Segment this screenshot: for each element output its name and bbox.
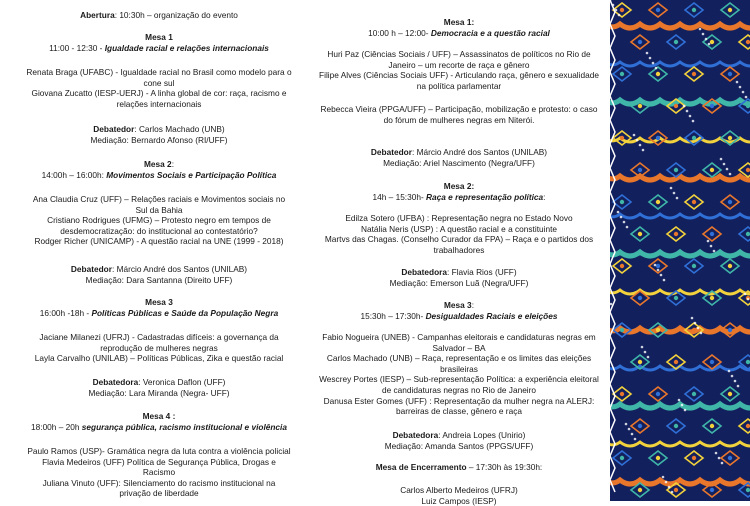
talk-line: Sul da Bahia	[135, 204, 183, 215]
talk-line: relações internacionais	[116, 98, 202, 109]
mesa-2-day1	[14, 159, 304, 180]
encerramento-text: – 17:30h às 19:30h:	[466, 462, 543, 472]
talk-line: Filipe Alves (Ciências Sociais UFF) - Articulando raça, gênero e sexualidade	[319, 70, 599, 81]
mesa-title: Mesa 4 :	[142, 411, 176, 421]
talk-list	[14, 332, 304, 364]
mesa-title-suffix: :	[171, 159, 174, 169]
talk-line: Ana Claudia Cruz (UFF) – Relações raciais e Movimentos sociais no	[32, 194, 286, 204]
mesa-encerramento	[316, 462, 602, 473]
african-pattern-icon	[610, 0, 750, 501]
debate-info	[316, 267, 602, 288]
talk-line: Huri Paz (Ciências Sociais / UFF) – Assassinatos de políticos no Rio de	[327, 49, 591, 59]
mesa-theme: Políticas Públicas e Saúde da População Negra	[91, 307, 279, 318]
mesa-title-suffix: :	[471, 300, 474, 310]
debatedor: : Andreia Lopes (Unirio)	[438, 430, 526, 440]
talk-line: Edilza Sotero (UFBA) : Representação negra no Estado Novo	[345, 213, 573, 223]
debate-info	[14, 264, 304, 285]
talk-line: Danusa Ester Gomes (UFF) : Representação da mulher negra na ALERJ:	[323, 395, 595, 406]
talk-line: reprodução de mulheres negras	[100, 342, 218, 353]
debatedor: : Carlos Machado (UNB)	[134, 124, 225, 134]
talk-line: desdemocratização: do institucional ao contestatório?	[60, 225, 258, 236]
talk-list	[316, 104, 602, 125]
talk-line: Rebecca Vieira (PPGA/UFF) – Participação, mobilização e protesto: o caso	[320, 104, 598, 114]
mesa-2-day2	[316, 181, 602, 202]
mesa-theme: Raça e representação política	[426, 191, 544, 202]
talk-line: Renata Braga (UFABC) - Igualdade racial no Brasil como modelo para o	[26, 67, 292, 77]
talk-line: Racismo	[142, 467, 176, 478]
mesa-time: 11:00 - 12:30 -	[49, 42, 105, 53]
talk-line: Layla Carvalho (UNILAB) – Políticas Públicas, Zika e questão racial	[34, 353, 284, 364]
mediacao: Mediação: Dara Santanna (Direito UFF)	[85, 274, 233, 285]
mesa-title: Mesa 2:	[443, 181, 475, 191]
talk-list	[316, 332, 602, 417]
mediacao: Mediação: Bernardo Afonso (RI/UFF)	[90, 134, 228, 145]
mesa-theme-suffix: :	[543, 191, 546, 202]
mesa-theme: Desigualdades Raciais e eleições	[425, 310, 558, 321]
talk-list	[14, 446, 304, 499]
mesa-theme: segurança pública, racismo institucional e violência	[81, 421, 287, 432]
mediacao: Mediação: Amanda Santos (PPGS/UFF)	[384, 440, 534, 451]
debatedor-label: Debatedor	[70, 264, 112, 274]
talk-line: do fórum de mulheres negras em Niterói.	[383, 114, 535, 125]
mesa-theme: Igualdade racial e relações internacionais	[104, 42, 269, 53]
abertura	[14, 10, 304, 21]
mesa-time: 18:00h – 20h	[31, 421, 82, 432]
talk-line: cone sul	[143, 77, 175, 88]
talk-line: Flavia Medeiros (UFF) Política de Segurança Pública, Drogas e	[42, 456, 276, 467]
talk-line: Carlos Machado (UNB) – Raça, representação e os limites das eleições	[326, 353, 592, 364]
talk-list	[316, 49, 602, 91]
mesa-4-day1	[14, 411, 304, 432]
talk-list	[14, 194, 304, 247]
talk-line: barreiras de classe, gênero e raça	[396, 406, 522, 417]
mesa-title: Mesa 2	[144, 159, 172, 169]
debatedor: : Márcio André dos Santos (UNILAB)	[111, 264, 248, 274]
mesa-title: Mesa 1	[145, 32, 173, 42]
mesa-3-day1	[14, 297, 304, 318]
mesa-theme: Movimentos Sociais e Participação Política	[106, 169, 277, 180]
mesa-time: 16:00h -18h -	[39, 307, 92, 318]
mesa-title: Mesa 3	[444, 300, 472, 310]
talk-line: de candidaturas negras no Rio de Janeiro	[381, 384, 537, 395]
talk-line: Paulo Ramos (USP)- Gramática negra da luta contra a violência policial	[27, 446, 291, 456]
talk-line: Juliana Vinuto (UFF): Silenciamento do racismo institucional na	[42, 477, 276, 488]
african-pattern-decoration	[610, 0, 750, 501]
talk-line: Fabio Nogueira (UNEB) - Campanhas eleitorais e candidaturas negras em	[322, 332, 596, 342]
mesa-title: Mesa 3	[145, 297, 173, 307]
talk-list	[316, 213, 602, 255]
mesa-time: 14h – 15:30h-	[372, 191, 427, 202]
talk-line: Rodger Richer (UNICAMP) - A questão racial na UNE (1999 - 2018)	[34, 236, 284, 247]
abertura-text: : 10:30h – organização do evento	[114, 10, 238, 20]
person-line: Carlos Alberto Medeiros (UFRJ)	[400, 485, 518, 495]
debatedor-label: Debatedora	[92, 377, 139, 387]
talk-line: trabalhadores	[433, 244, 485, 255]
talk-line: Jaciane Milanezi (UFRJ) - Cadastradas difíceis: a governança da	[39, 332, 279, 342]
abertura-label: Abertura	[80, 10, 115, 20]
debate-info	[316, 430, 602, 451]
talk-line: Cristiano Rodrigues (UFMG) – Protesto negro em tempos de	[47, 215, 271, 226]
mesa-theme: Democracia e a questão racial	[430, 27, 550, 38]
debate-info	[14, 124, 304, 145]
talk-line: na política parlamentar	[416, 80, 502, 91]
talk-line: Giovana Zucatto (IESP-UERJ) - A linha global de cor: raça, racismo e	[31, 88, 287, 99]
debatedor-label: Debatedora	[401, 267, 448, 277]
debatedor-label: Debatedor	[370, 147, 412, 157]
talk-line: privação de liberdade	[119, 488, 199, 499]
mesa-time: 10:00 h – 12:00-	[368, 27, 431, 38]
debatedor: : Márcio André dos Santos (UNILAB)	[411, 147, 548, 157]
mesa-time: 15:30h – 17:30h-	[360, 310, 426, 321]
talk-line: Wescrey Portes (IESP) – Sub-representação Política: a experiência eleitoral	[319, 374, 599, 385]
mesa-1-day1	[14, 32, 304, 53]
mediacao: Mediação: Lara Miranda (Negra- UFF)	[88, 387, 230, 398]
mesa-time: 14:00h – 16:00h:	[41, 169, 107, 180]
talk-line: Janeiro – um recorte de raça e gênero	[388, 59, 530, 70]
debatedor-label: Debatedora	[392, 430, 439, 440]
debatedor-label: Debatedor	[93, 124, 135, 134]
talk-line: Natália Neris (USP) : A questão racial e a constituinte	[361, 223, 557, 234]
talk-line: Salvador – BA	[432, 342, 486, 353]
mediacao: Mediação: Ariel Nascimento (Negra/UFF)	[383, 157, 535, 168]
talk-line: Martvs das Chagas. (Conselho Curador da FPA) – Raça e o partidos dos	[324, 234, 594, 245]
talk-list	[14, 67, 304, 109]
debate-info	[316, 147, 602, 168]
mesa-1-day2	[316, 17, 602, 38]
encerramento-people	[316, 485, 602, 506]
debatedor: : Flavia Rios (UFF)	[447, 267, 517, 277]
mesa-3-day2	[316, 300, 602, 321]
encerramento-label: Mesa de Encerramento	[375, 462, 467, 472]
person-line: Luiz Campos (IESP)	[421, 495, 497, 506]
mediacao: Mediação: Emerson Luã (Negra/UFF)	[389, 277, 529, 288]
mesa-title: Mesa 1:	[443, 17, 475, 27]
debate-info	[14, 377, 304, 398]
talk-line: brasileiras	[440, 363, 478, 374]
debatedor: : Veronica Daflon (UFF)	[138, 377, 226, 387]
